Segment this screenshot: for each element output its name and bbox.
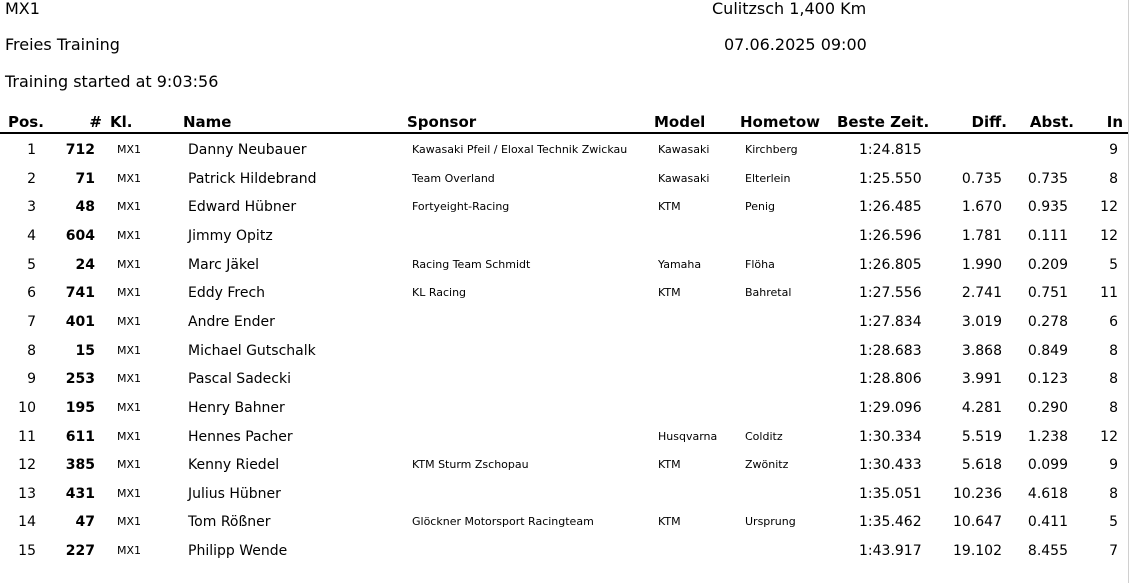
cell-hometown: Ursprung bbox=[745, 515, 796, 529]
cell-pos: 10 bbox=[18, 399, 36, 416]
cell-name: Jimmy Opitz bbox=[188, 227, 273, 244]
cell-laps: 5 bbox=[1109, 256, 1118, 273]
cell-class: MX1 bbox=[117, 372, 142, 386]
cell-best-time: 1:26.805 bbox=[859, 256, 922, 273]
cell-model: KTM bbox=[658, 458, 681, 472]
col-gap: Abst. bbox=[1029, 113, 1074, 131]
cell-hometown: Penig bbox=[745, 200, 776, 214]
table-row bbox=[0, 222, 1128, 250]
table-row bbox=[0, 480, 1128, 508]
cell-model: Husqvarna bbox=[658, 429, 718, 443]
cell-diff: 5.618 bbox=[961, 457, 1002, 474]
col-diff: Diff. bbox=[971, 113, 1007, 131]
cell-model: KTM bbox=[658, 286, 681, 300]
cell-diff: 2.741 bbox=[961, 285, 1002, 302]
session-title: Freies Training bbox=[5, 35, 120, 54]
col-number: # bbox=[89, 113, 102, 131]
cell-pos: 14 bbox=[18, 514, 36, 531]
cell-gap: 0.411 bbox=[1027, 514, 1068, 531]
cell-pos: 8 bbox=[27, 342, 36, 359]
cell-pos: 12 bbox=[18, 457, 36, 474]
cell-name: Philipp Wende bbox=[188, 543, 288, 560]
cell-gap: 0.751 bbox=[1027, 285, 1068, 302]
cell-name: Edward Hübner bbox=[188, 199, 297, 216]
cell-best-time: 1:26.485 bbox=[859, 199, 922, 216]
cell-laps: 9 bbox=[1109, 457, 1118, 474]
cell-name: Kenny Riedel bbox=[188, 457, 280, 474]
table-row bbox=[0, 165, 1128, 193]
cell-hometown: Flöha bbox=[745, 257, 775, 271]
cell-number: 401 bbox=[65, 313, 95, 330]
cell-best-time: 1:35.462 bbox=[859, 514, 922, 531]
cell-gap: 0.111 bbox=[1027, 227, 1068, 244]
cell-number: 431 bbox=[65, 485, 95, 502]
cell-diff: 5.519 bbox=[961, 428, 1002, 445]
cell-class: MX1 bbox=[117, 400, 142, 414]
cell-best-time: 1:27.556 bbox=[859, 285, 922, 302]
cell-laps: 11 bbox=[1100, 285, 1118, 302]
cell-pos: 13 bbox=[18, 485, 36, 502]
cell-number: 741 bbox=[65, 285, 95, 302]
cell-best-time: 1:27.834 bbox=[859, 313, 922, 330]
cell-laps: 12 bbox=[1100, 199, 1118, 216]
training-start: Training started at 9:03:56 bbox=[5, 72, 219, 91]
cell-model: Yamaha bbox=[658, 257, 702, 271]
class-title: MX1 bbox=[5, 0, 40, 18]
cell-name: Eddy Frech bbox=[188, 285, 266, 302]
col-hometown: Hometow bbox=[740, 113, 820, 131]
cell-gap: 0.123 bbox=[1027, 371, 1068, 388]
cell-gap: 0.209 bbox=[1027, 256, 1068, 273]
cell-pos: 11 bbox=[18, 428, 36, 445]
table-row bbox=[0, 279, 1128, 307]
cell-number: 712 bbox=[65, 142, 95, 158]
cell-pos: 15 bbox=[18, 543, 36, 560]
cell-gap: 0.099 bbox=[1027, 457, 1068, 474]
cell-name: Pascal Sadecki bbox=[188, 371, 291, 388]
cell-number: 385 bbox=[65, 457, 95, 474]
cell-laps: 8 bbox=[1109, 399, 1118, 416]
cell-gap: 1.238 bbox=[1027, 428, 1068, 445]
col-pos: Pos. bbox=[8, 113, 44, 131]
cell-model: KTM bbox=[658, 200, 681, 214]
cell-class: MX1 bbox=[117, 486, 142, 500]
table-row bbox=[0, 308, 1128, 336]
cell-best-time: 1:28.683 bbox=[859, 342, 922, 359]
cell-name: Danny Neubauer bbox=[188, 142, 307, 158]
cell-laps: 8 bbox=[1109, 485, 1118, 502]
table-row bbox=[0, 136, 1128, 164]
cell-number: 24 bbox=[75, 256, 95, 273]
cell-sponsor: KL Racing bbox=[412, 286, 467, 300]
cell-diff: 3.019 bbox=[961, 313, 1002, 330]
cell-gap: 0.290 bbox=[1027, 399, 1068, 416]
col-name: Name bbox=[183, 113, 232, 131]
cell-gap: 4.618 bbox=[1027, 485, 1068, 502]
cell-sponsor: Racing Team Schmidt bbox=[412, 257, 531, 271]
cell-number: 47 bbox=[75, 514, 95, 531]
table-row bbox=[0, 537, 1128, 565]
cell-pos: 6 bbox=[27, 285, 36, 302]
cell-class: MX1 bbox=[117, 515, 142, 529]
cell-sponsor: Team Overland bbox=[412, 171, 495, 185]
cell-class: MX1 bbox=[117, 143, 142, 156]
cell-model: Kawasaki bbox=[658, 143, 710, 156]
cell-diff: 3.868 bbox=[961, 342, 1002, 359]
cell-diff: 4.281 bbox=[961, 399, 1002, 416]
cell-class: MX1 bbox=[117, 200, 142, 214]
col-class: Kl. bbox=[110, 113, 133, 131]
cell-name: Andre Ender bbox=[188, 313, 275, 330]
cell-pos: 4 bbox=[27, 227, 36, 244]
table-row bbox=[0, 423, 1128, 451]
cell-class: MX1 bbox=[117, 171, 142, 185]
cell-class: MX1 bbox=[117, 314, 142, 328]
cell-number: 48 bbox=[75, 199, 95, 216]
cell-gap: 8.455 bbox=[1027, 543, 1068, 560]
cell-best-time: 1:26.596 bbox=[859, 227, 922, 244]
cell-hometown: Zwönitz bbox=[745, 458, 789, 472]
cell-gap: 0.935 bbox=[1027, 199, 1068, 216]
cell-name: Tom Rößner bbox=[188, 514, 271, 531]
cell-laps: 5 bbox=[1109, 514, 1118, 531]
cell-laps: 12 bbox=[1100, 227, 1118, 244]
cell-class: MX1 bbox=[117, 286, 142, 300]
cell-class: MX1 bbox=[117, 257, 142, 271]
cell-hometown: Elterlein bbox=[745, 171, 791, 185]
cell-number: 71 bbox=[75, 170, 95, 187]
cell-number: 195 bbox=[65, 399, 95, 416]
cell-model: Kawasaki bbox=[658, 171, 710, 185]
cell-pos: 7 bbox=[27, 313, 36, 330]
cell-diff: 1.990 bbox=[961, 256, 1002, 273]
cell-best-time: 1:35.051 bbox=[859, 485, 922, 502]
cell-laps: 7 bbox=[1109, 543, 1118, 560]
cell-diff: 1.781 bbox=[961, 227, 1002, 244]
cell-sponsor: Fortyeight-Racing bbox=[412, 200, 510, 214]
cell-pos: 2 bbox=[27, 170, 36, 187]
table-row bbox=[0, 365, 1128, 393]
cell-laps: 12 bbox=[1100, 428, 1118, 445]
cell-diff: 0.735 bbox=[961, 170, 1002, 187]
cell-pos: 3 bbox=[27, 199, 36, 216]
cell-best-time: 1:28.806 bbox=[859, 371, 922, 388]
table-row bbox=[0, 337, 1128, 365]
cell-diff: 3.991 bbox=[961, 371, 1002, 388]
track-info: Culitzsch 1,400 Km bbox=[712, 0, 867, 18]
cell-model: KTM bbox=[658, 515, 681, 529]
cell-name: Julius Hübner bbox=[188, 485, 281, 502]
cell-name: Patrick Hildebrand bbox=[188, 170, 317, 187]
cell-name: Michael Gutschalk bbox=[188, 342, 316, 359]
event-datetime: 07.06.2025 09:00 bbox=[724, 35, 867, 54]
cell-diff: 1.670 bbox=[961, 199, 1002, 216]
cell-hometown: Kirchberg bbox=[745, 143, 798, 156]
cell-gap: 0.849 bbox=[1027, 342, 1068, 359]
cell-class: MX1 bbox=[117, 544, 142, 558]
cell-hometown: Bahretal bbox=[745, 286, 792, 300]
header-rule bbox=[0, 132, 1128, 134]
cell-class: MX1 bbox=[117, 343, 142, 357]
cell-laps: 8 bbox=[1109, 371, 1118, 388]
cell-laps: 8 bbox=[1109, 342, 1118, 359]
cell-pos: 5 bbox=[27, 256, 36, 273]
table-row bbox=[0, 508, 1128, 536]
cell-sponsor: KTM Sturm Zschopau bbox=[412, 458, 529, 472]
cell-diff: 10.647 bbox=[953, 514, 1002, 531]
col-sponsor: Sponsor bbox=[407, 113, 477, 131]
cell-best-time: 1:30.334 bbox=[859, 428, 922, 445]
cell-number: 227 bbox=[65, 543, 95, 560]
cell-sponsor: Kawasaki Pfeil / Eloxal Technik Zwickau bbox=[412, 143, 628, 156]
cell-gap: 0.735 bbox=[1027, 170, 1068, 187]
cell-best-time: 1:29.096 bbox=[859, 399, 922, 416]
col-laps: In bbox=[1106, 113, 1123, 131]
cell-class: MX1 bbox=[117, 429, 142, 443]
cell-laps: 8 bbox=[1109, 170, 1118, 187]
cell-diff: 19.102 bbox=[953, 543, 1002, 560]
table-row bbox=[0, 251, 1128, 279]
cell-best-time: 1:25.550 bbox=[859, 170, 922, 187]
cell-sponsor: Glöckner Motorsport Racingteam bbox=[412, 515, 594, 529]
table-row bbox=[0, 193, 1128, 221]
cell-laps: 9 bbox=[1109, 142, 1118, 158]
table-row bbox=[0, 451, 1128, 479]
cell-number: 611 bbox=[65, 428, 95, 445]
cell-name: Hennes Pacher bbox=[188, 428, 293, 445]
cell-diff: 10.236 bbox=[953, 485, 1002, 502]
cell-gap: 0.278 bbox=[1027, 313, 1068, 330]
cell-number: 604 bbox=[65, 227, 95, 244]
cell-name: Marc Jäkel bbox=[188, 256, 260, 273]
col-model: Model bbox=[654, 113, 706, 131]
cell-pos: 1 bbox=[27, 142, 36, 158]
page-edge-line bbox=[1128, 0, 1129, 583]
cell-best-time: 1:43.917 bbox=[859, 543, 922, 560]
cell-name: Henry Bahner bbox=[188, 399, 285, 416]
cell-class: MX1 bbox=[117, 458, 142, 472]
cell-class: MX1 bbox=[117, 228, 142, 242]
cell-pos: 9 bbox=[27, 371, 36, 388]
table-row bbox=[0, 394, 1128, 422]
cell-hometown: Colditz bbox=[745, 429, 783, 443]
col-best-time: Beste Zeit. bbox=[837, 113, 930, 131]
cell-number: 253 bbox=[65, 371, 95, 388]
cell-laps: 6 bbox=[1109, 313, 1118, 330]
cell-best-time: 1:24.815 bbox=[859, 142, 922, 158]
cell-number: 15 bbox=[75, 342, 95, 359]
cell-best-time: 1:30.433 bbox=[859, 457, 922, 474]
